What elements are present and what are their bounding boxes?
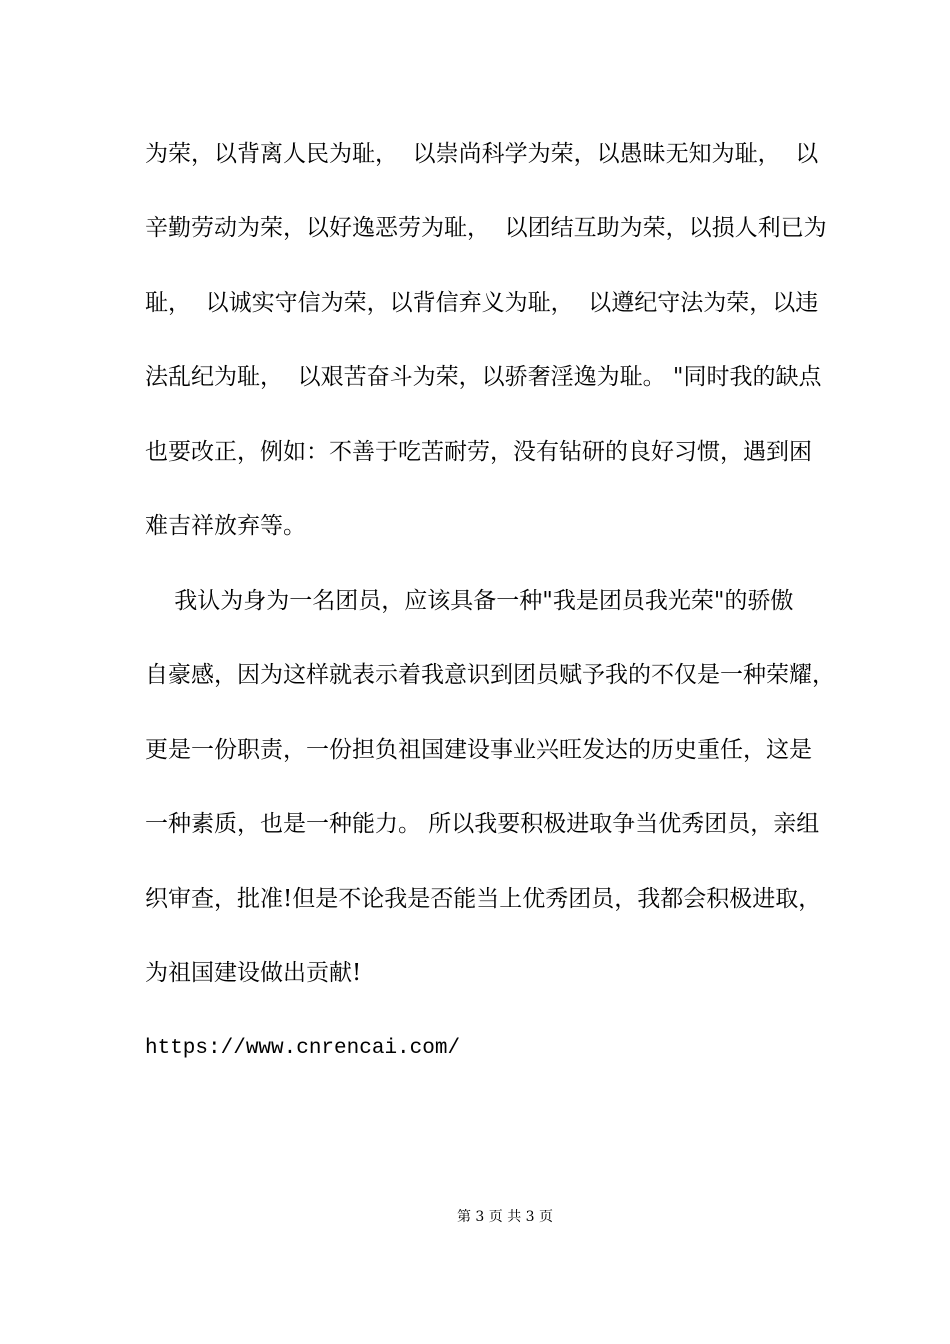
text-line: 法乱纪为耻， 以艰苦奋斗为荣，以骄奢淫逸为耻。 "同时我的缺点	[145, 364, 822, 390]
text-line: 为祖国建设做出贡献!	[145, 960, 362, 986]
text-line: 为荣，以背离人民为耻， 以崇尚科学为荣，以愚昧无知为耻， 以	[145, 141, 819, 167]
page-number-footer: 第 3 页 共 3 页	[456, 1209, 554, 1225]
text-line: 自豪感，因为这样就表示着我意识到团员赋予我的不仅是一种荣耀，	[145, 662, 835, 688]
text-line: 辛勤劳动为荣，以好逸恶劳为耻， 以团结互助为荣，以损人利已为	[145, 215, 827, 241]
text-line: 我认为身为一名团员，应该具备一种"我是团员我光荣"的骄傲	[145, 588, 794, 614]
text-line: 更是一份职责，一份担负祖国建设事业兴旺发达的历史重任，这是	[145, 737, 812, 763]
text-line: 一种素质，也是一种能力。 所以我要积极进取争当优秀团员，亲组	[145, 811, 820, 837]
text-line: 耻， 以诚实守信为荣，以背信弃义为耻， 以遵纪守法为荣，以违	[145, 290, 819, 316]
source-url[interactable]: https://www.cnrencai.com/	[145, 1037, 461, 1060]
text-line: 织审查，批准!但是不论我是否能当上优秀团员，我都会积极进取，	[145, 886, 822, 912]
text-line: 也要改正，例如：不善于吃苦耐劳，没有钻研的良好习惯，遇到困	[145, 439, 812, 465]
text-line: 难吉祥放弃等。	[145, 513, 306, 539]
